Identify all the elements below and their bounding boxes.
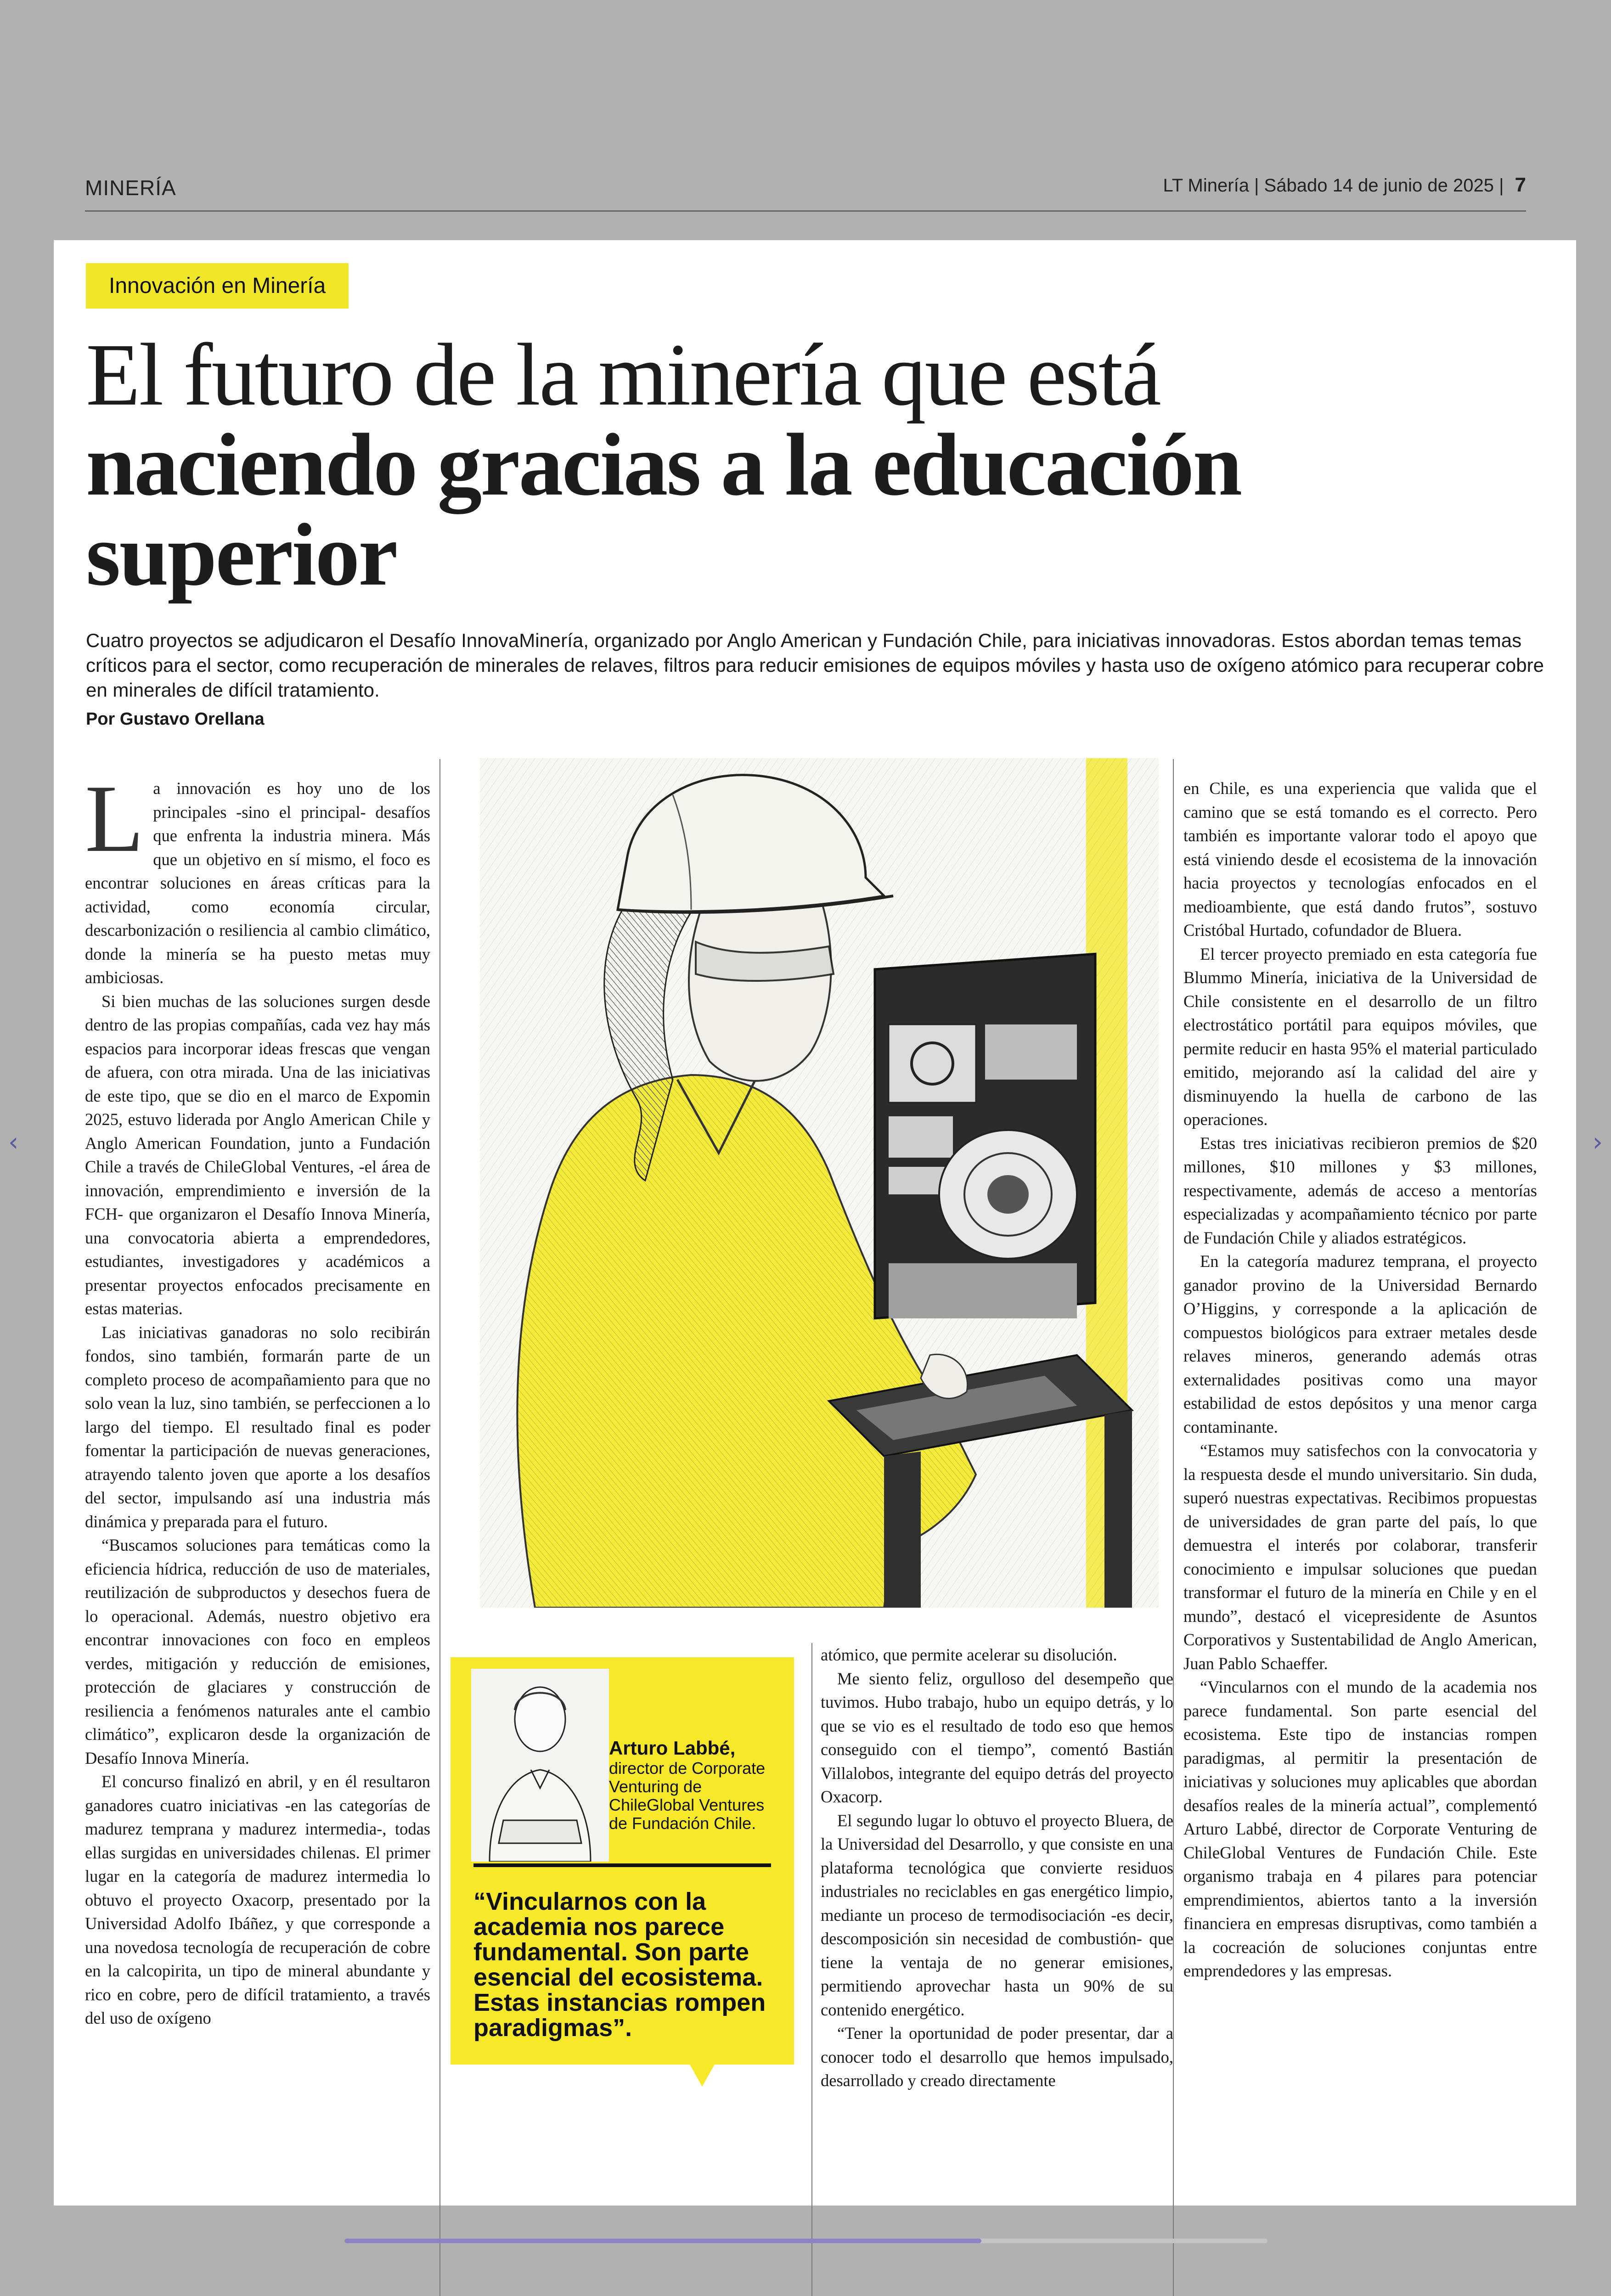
headline-light: El futuro de la minería que está: [86, 325, 1160, 424]
paragraph: El segundo lugar lo obtuvo el proyecto Bluera, de la Universidad del Desarrollo, y que consiste en una plataforma tecnológica que convierte residuos industriales no reciclables en gas energético limpio, mediante un proceso de termodisociación -es decir, descomposición sin necesidad de combustión- que tiene la ventaja de no generar emisiones, permitiendo aprovechar hasta un 90% de su contenido energético.: [821, 1811, 1173, 2019]
column-rule: [439, 759, 440, 2296]
portrait-drawing: [471, 1669, 609, 1862]
column-rule: [811, 1643, 812, 2296]
publication-date: LT Minería | Sábado 14 de junio de 2025 |: [1163, 175, 1504, 196]
next-page-icon[interactable]: ›: [1592, 1127, 1603, 1157]
section-tag: Innovación en Minería: [86, 263, 349, 309]
page-info: [1163, 174, 1526, 197]
lede: Cuatro proyectos se adjudicaron el Desafío InnovaMinería, organizado por Anglo American y Fundación Chile, para iniciativas innovadoras. Estos abordan temas temas críticos para el sector, como recuperación de minerales de relaves, filtros para reducir emisiones de equipos móviles y hasta uso de oxígeno atómico para recuperar cobre en minerales de difícil tratamiento.: [86, 630, 1544, 701]
paragraph: El concurso finalizó en abril, y en él resultaron ganadores cuatro iniciativas -en las categorías de madurez temprana y madurez intermedia-, todas ellas surgidas en universidades chilenas. El primer lugar en la categoría de madurez intermedia lo obtuvo el proyecto Oxacorp, presentado por la Universidad Adolfo Ibáñez, y que corresponde a una novedosa tecnología de recuperación de cobre en la calcopirita, un tipo de mineral abundante y rico en cobre, pero de difícil tratamiento, a través del uso de oxígeno: [85, 1772, 430, 2027]
paragraph: “Estamos muy satisfechos con la convocatoria y la respuesta desde el mundo universitario. Sin duda, superó nuestras expectativas. Recibimos propuestas de universidades de gran parte del país, lo que demuestra el interés por colaborar, transferir conocimiento e impulsar soluciones que puedan transformar el futuro de la minería en Chile y en el mundo”, destacó el vicepresidente de Asuntos Corporativos y Sustentabilidad de Anglo American, Juan Pablo Schaeffer.: [1183, 1441, 1537, 1673]
illustration-engineer: [480, 758, 1159, 1608]
paragraph: “Tener la oportunidad de poder presentar, dar a conocer todo el desarrollo que hemos impulsado, desarrollado y creado directamente: [821, 2024, 1173, 2090]
callout-pointer: [689, 2064, 715, 2087]
paragraph: “Buscamos soluciones para temáticas como la eficiencia hídrica, reducción de uso de materiales, reutilización de subproductos y desechos fuera de lo operacional. Además, nuestro objetivo era encontrar innovaciones con foco en empleos verdes, mitigación y reducción de emisiones, protección de glaciares y construcción de resiliencia a fenómenos naturales ante el cambio climático”, explicaron desde la organización de Desafío Innova Minería.: [85, 1536, 430, 1767]
article-column-2: [821, 1643, 1173, 2093]
portrait-caption: [609, 1739, 783, 1833]
paragraph: Las iniciativas ganadoras no solo recibirán fondos, sino también, formarán parte de un completo proceso de acompañamiento para que no solo vean la luz, sino también, se perfeccionen a lo largo del tiempo. El resultado final es poder fomentar la participación de nuevas generaciones, atrayendo talento joven que aporte a los desafíos del sector, impulsando así una industria más dinámica y preparada para el futuro.: [85, 1322, 430, 1531]
paragraph: El tercer proyecto premiado en esta categoría fue Blummo Minería, iniciativa de la Universidad de Chile consistente en el desarrollo de un filtro electrostático portátil para equipos móviles, que permite reducir en hasta 95% el material particulado emitido, mejorando así la calidad del aire y disminuyendo la huella de carbono de las operaciones.: [1183, 944, 1537, 1129]
newspaper-page: [54, 240, 1576, 2206]
headline: [86, 325, 1532, 604]
paragraph: en Chile, es una experiencia que valida que el camino que se está tomando es el correcto. Pero también es importante valorar todo el apoyo que está viniendo desde el ecosistema de la innovación hacia proyectos y tecnologías enfocados en el medioambiente, que está dando frutos”, sostuvo Cristóbal Hurtado, cofundador de Bluera.: [1183, 779, 1537, 940]
caption-name: Arturo Labbé,: [609, 1737, 736, 1759]
caption-role: director de Corporate Venturing de ChileGlobal Ventures de Fundación Chile.: [609, 1759, 766, 1833]
reading-progress-bar[interactable]: [344, 2239, 1267, 2243]
article-column-1: [85, 765, 430, 2030]
paragraph: atómico, que permite acelerar su disolución.: [821, 1645, 1117, 1664]
reading-progress-thumb[interactable]: [344, 2239, 981, 2243]
header-rule: [85, 210, 1526, 212]
pull-quote: “Vincularnos con la academia nos parece fundamental. Son parte esencial del ecosistema. Estas instancias rompen paradigmas”.: [473, 1888, 766, 2042]
byline: Por Gustavo Orellana: [86, 709, 265, 729]
prev-page-icon[interactable]: ‹: [8, 1127, 19, 1157]
section-label: MINERÍA: [85, 176, 176, 200]
callout-rule: [473, 1863, 771, 1867]
pull-quote-box: [451, 1657, 794, 2065]
paragraph: En la categoría madurez temprana, el proyecto ganador provino de la Universidad Bernardo O’Higgins, y corresponde a la aplicación de compuestos biológicos para extraer metales desde relaves mineros, generando además otras externalidades positivas como una mayor estabilidad de estos depósitos y una menor carga contaminante.: [1183, 1252, 1537, 1436]
paragraph: “Vincularnos con el mundo de la academia nos parece fundamental. Son parte esencial del ecosistema. Este tipo de instancias rompen paradigmas, al permitir la presentación de iniciativas y soluciones muy aplicables que abordan desafíos reales de la minería actual”, complementó Arturo Labbé, director de Corporate Venturing de ChileGlobal Ventures de Fundación Chile. Este organismo trabaja en 4 pilares para potenciar emprendimientos, abiertos tanto a la inversión financiera en empresas disruptivas, como también a la cocreación de soluciones conjuntas entre emprendedores y las empresas.: [1183, 1677, 1537, 1980]
paragraph: Estas tres iniciativas recibieron premios de $20 millones, $10 millones y $3 millones, respectivamente, además de acceso a mentorías especializadas y acompañamiento técnico por parte de Fundación Chile y aliados estratégicos.: [1183, 1133, 1537, 1247]
article-column-3: [1183, 777, 1537, 1983]
page-number: 7: [1515, 174, 1526, 196]
paragraph: Me siento feliz, orgulloso del desempeño que tuvimos. Hubo trabajo, hubo un equipo detrás, y lo que se vio es el resultado de todo eso que hemos conseguido con el tiempo”, comentó Bastián Villalobos, integrante del equipo detrás del proyecto Oxacorp.: [821, 1669, 1173, 1806]
engineer-drawing: [480, 758, 1159, 1608]
headline-bold: naciendo gracias a la educación superior: [86, 415, 1241, 604]
drop-cap: L: [85, 765, 144, 872]
paragraph: La innovación es hoy uno de los principales -sino el principal- desafíos que enfrenta la industria minera. Más que un objetivo en sí mismo, el foco es encontrar soluciones en áreas críticas para la actividad, como economía circular, descarbonización o resiliencia al cambio climático, donde la minería se ha puesto metas muy ambiciosas.: [85, 765, 430, 987]
paragraph: Si bien muchas de las soluciones surgen desde dentro de las propias compañías, cada vez hay más espacios para incorporar ideas frescas que vengan de afuera, con otra mirada. Una de las iniciativas de este tipo, que se dio en el marco de Expomin 2025, estuvo liderada por Anglo American Chile y Anglo American Foundation, junto a Fundación Chile a través de ChileGlobal Ventures, -el área de innovación, emprendimiento e inversión de la FCH- que organizaron el Desafío Innova Minería, una convocatoria abierta a emprendedores, estudiantes, investigadores y académicos a presentar proyectos enfocados precisamente en estas materias.: [85, 991, 430, 1318]
